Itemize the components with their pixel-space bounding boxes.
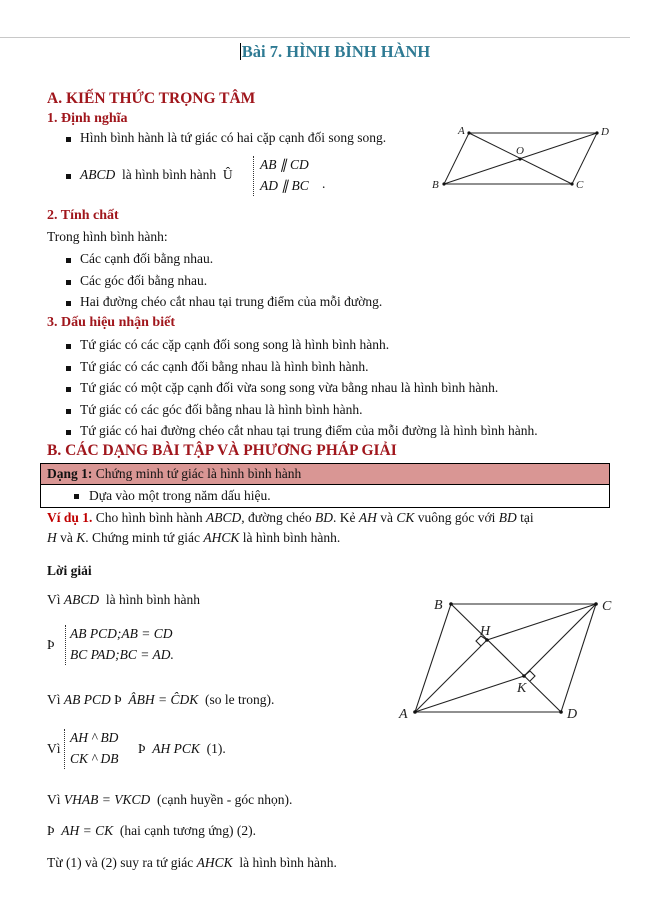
step-text: (1). <box>206 741 226 756</box>
text-run: và <box>376 510 397 525</box>
title-prefix: Bài 7. <box>241 42 283 61</box>
label-K: K <box>517 681 527 696</box>
bullet-icon <box>66 280 71 285</box>
bullet-icon <box>66 174 71 179</box>
step-math: ÂBH = ĈDK <box>128 692 199 707</box>
math-run: ABCD <box>206 510 242 525</box>
step-math: VHAB = VKCD <box>63 792 151 807</box>
system-end: . <box>322 176 326 191</box>
page-top-rule <box>0 37 630 38</box>
label-O: O <box>516 145 524 157</box>
step-math: AB PCD <box>63 692 111 707</box>
step-math: AH = CK <box>61 823 114 838</box>
solution-step-6 <box>47 823 256 839</box>
definition-item-2 <box>80 167 233 183</box>
system-brace <box>64 729 69 769</box>
solution-heading: Lời giải <box>47 563 92 578</box>
text-run: Cho hình bình hành <box>95 510 207 525</box>
bullet-icon <box>66 409 71 414</box>
math-run: K <box>76 530 86 545</box>
math-run: AHCK <box>203 530 240 545</box>
text-cursor <box>240 43 241 60</box>
label-A: A <box>399 707 408 722</box>
system-line-2: AD ∥ BC <box>260 178 309 193</box>
example-1-text-2 <box>47 530 340 545</box>
step-text: (so le trong). <box>205 692 275 707</box>
step-math: ABCD <box>63 592 100 607</box>
step-text: Vì <box>47 692 61 707</box>
step-text: (hai cạnh tương ứng) (2). <box>119 823 256 838</box>
bullet-icon <box>66 387 71 392</box>
dang-1-label: Dạng 1: <box>47 466 93 481</box>
bullet-icon <box>66 430 71 435</box>
label-D: D <box>567 707 578 722</box>
sign-item: Tứ giác có các cạnh đối bằng nhau là hình bình hành. <box>80 359 369 374</box>
example-1-line-2 <box>47 530 340 546</box>
text-run: là hình bình hành. <box>239 530 341 545</box>
sign-item: Tứ giác có hai đường chéo cắt nhau tại trung điểm của mỗi đường là hình bình hành. <box>80 423 538 438</box>
step-text: Từ (1) và (2) suy ra tứ giác <box>47 855 194 870</box>
text-run: , đường chéo <box>241 510 315 525</box>
bullet-icon <box>74 494 79 499</box>
bullet-icon <box>66 137 71 142</box>
math-run: AH <box>358 510 377 525</box>
label-H: H <box>480 624 491 639</box>
section-b-heading: B. CÁC DẠNG BÀI TẬP VÀ PHƯƠNG PHÁP GIẢI <box>47 442 397 459</box>
property-item: Các góc đối bằng nhau. <box>80 273 208 288</box>
system-line-1: AB ∥ CD <box>260 157 309 172</box>
bullet-icon <box>66 258 71 263</box>
sign-item: Tứ giác có các góc đối bằng nhau là hình bình hành. <box>80 402 363 417</box>
label-C: C <box>576 179 584 191</box>
example-1-label: Ví dụ 1. <box>47 510 93 525</box>
system-line-2: BC PAD;BC = AD. <box>70 647 174 662</box>
solution-step-3 <box>47 692 274 708</box>
text-run: vuông góc với <box>414 510 499 525</box>
step-math: AHCK <box>196 855 233 870</box>
label-B: B <box>434 598 443 613</box>
system-line-1: AB PCD;AB = CD <box>70 626 173 641</box>
title-main: HÌNH BÌNH HÀNH <box>286 42 431 61</box>
bullet-icon <box>66 344 71 349</box>
example-1-line-1 <box>47 510 627 526</box>
parallelogram-figure-1 <box>420 118 620 198</box>
dang-1-method: Dựa vào một trong năm dấu hiệu. <box>89 488 271 503</box>
dang-1-title: Chứng minh tứ giác là hình bình hành <box>95 466 302 481</box>
definition-item-1: Hình bình hành là tứ giác có hai cặp cạnh đối song song. <box>80 130 387 145</box>
system-brace <box>253 156 258 196</box>
properties-heading: 2. Tính chất <box>47 208 119 223</box>
page-title <box>0 42 670 62</box>
bullet-icon <box>66 301 71 306</box>
example-1-text-1 <box>96 510 534 525</box>
definition-heading: 1. Định nghĩa <box>47 111 128 126</box>
signs-heading: 3. Dấu hiệu nhận biết <box>47 315 175 330</box>
solution-step-4-result <box>138 741 226 757</box>
math-run: H <box>47 530 57 545</box>
sign-item: Tứ giác có một cặp cạnh đối vừa song song vừa bằng nhau là hình bình hành. <box>80 380 499 395</box>
step-text: (cạnh huyền - góc nhọn). <box>156 792 293 807</box>
label-A: A <box>458 125 465 137</box>
parallelogram-figure-2 <box>390 585 630 730</box>
implies-symbol: Þ <box>138 741 146 756</box>
step-text: Vì <box>47 592 61 607</box>
text-run: . Chứng minh tứ giác <box>85 530 204 545</box>
label-B: B <box>432 179 439 191</box>
step-4-prefix: Vì <box>47 741 61 756</box>
text-run: tại <box>516 510 534 525</box>
solution-step-7 <box>47 855 337 871</box>
implies-symbol: Þ <box>47 823 55 838</box>
property-item: Hai đường chéo cắt nhau tại trung điểm của mỗi đường. <box>80 294 383 309</box>
iff-symbol: Û <box>222 167 233 182</box>
solution-step-1 <box>47 592 200 608</box>
math-run: CK <box>396 510 415 525</box>
implies-symbol: Þ <box>47 637 55 652</box>
label-C: C <box>602 599 612 614</box>
step-text: là hình bình hành. <box>239 855 337 870</box>
text-run: . Kẻ <box>332 510 359 525</box>
solution-step-5 <box>47 792 292 808</box>
system-line-1: AH ^ BD <box>70 730 119 745</box>
implies-symbol: Þ <box>114 692 122 707</box>
sign-item: Tứ giác có các cặp cạnh đối song song là hình bình hành. <box>80 337 390 352</box>
section-a-heading: A. KIẾN THỨC TRỌNG TÂM <box>47 90 256 107</box>
definition-text: là hình bình hành <box>122 167 217 182</box>
dang-1-header <box>40 463 610 485</box>
math-run: BD <box>498 510 517 525</box>
property-item: Các cạnh đối bằng nhau. <box>80 251 214 266</box>
dang-1-body <box>40 484 610 508</box>
bullet-icon <box>66 366 71 371</box>
label-D: D <box>601 126 609 138</box>
math-run: BD <box>314 510 333 525</box>
system-line-2: CK ^ DB <box>70 751 119 766</box>
properties-intro: Trong hình bình hành: <box>47 229 168 244</box>
text-run: và <box>56 530 77 545</box>
step-text: là hình bình hành <box>105 592 200 607</box>
math-abcd: ABCD <box>80 167 116 182</box>
step-math: AH PCK <box>152 741 200 756</box>
step-text: Vì <box>47 792 61 807</box>
